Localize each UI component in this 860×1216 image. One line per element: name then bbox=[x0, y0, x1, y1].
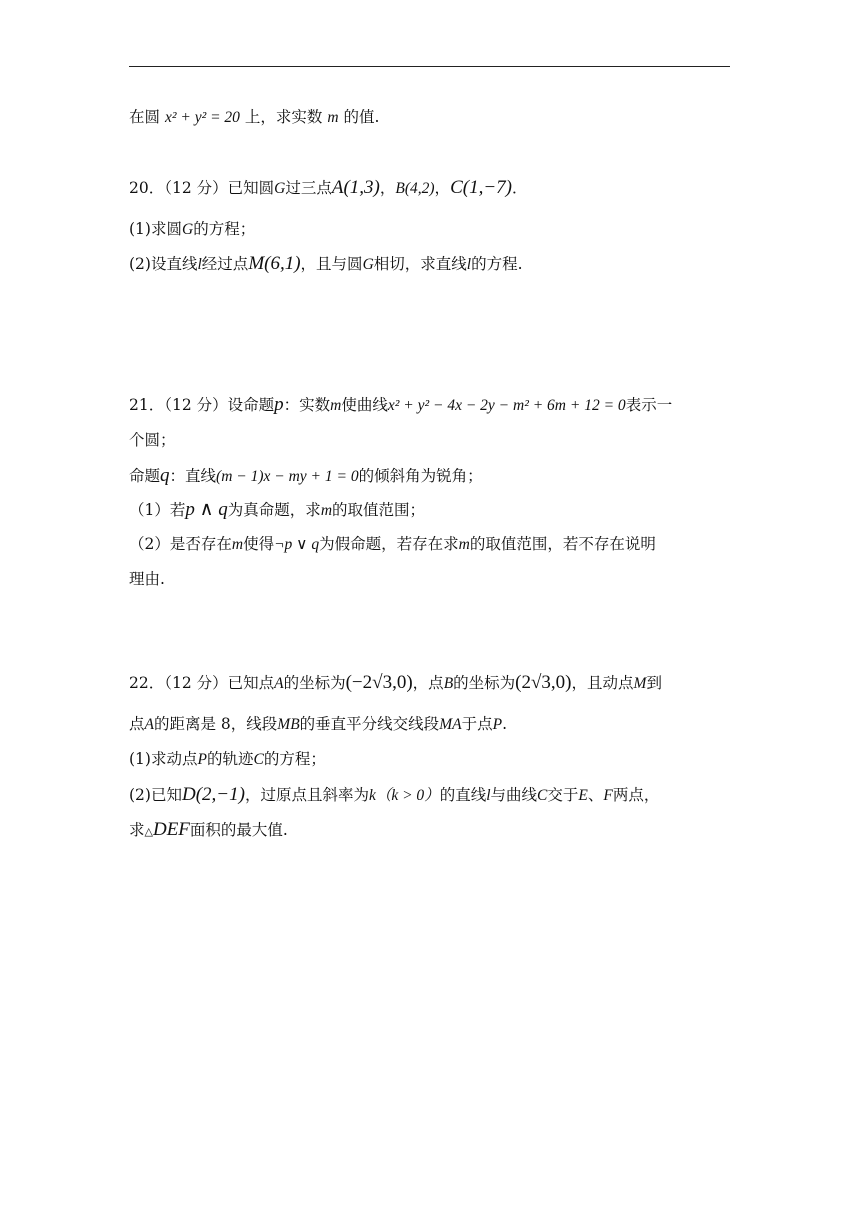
q20-sep-2: ， bbox=[434, 179, 451, 197]
q20-p2-g: G bbox=[362, 256, 374, 273]
q22-p1-p: P bbox=[197, 751, 207, 768]
q20-point-b: B(4,2) bbox=[395, 180, 435, 197]
q19-variable: m bbox=[327, 109, 339, 126]
q21-p2-expr: ¬p ∨ q bbox=[274, 536, 320, 553]
q22-p1-t2: 的轨迹 bbox=[206, 750, 254, 768]
q22-l2-p: P bbox=[492, 716, 503, 733]
q22-p2-k: k bbox=[368, 787, 376, 804]
q21-p2-m2: m bbox=[458, 536, 470, 553]
q19-text-3: 的值. bbox=[343, 108, 380, 126]
q21-q-t2: ：直线 bbox=[169, 467, 217, 485]
q21-p1-t1: 为真命题，求 bbox=[227, 501, 321, 519]
q22-p2-num: (2) bbox=[129, 786, 151, 804]
q22-l2-t4: 于点 bbox=[461, 715, 493, 733]
q22-p2-cont-t1: 求 bbox=[129, 821, 145, 839]
q19-tail-line bbox=[129, 107, 739, 128]
q22-t2: ，点 bbox=[412, 674, 444, 692]
q22-p1-num: (1) bbox=[129, 750, 151, 768]
q21-var-m: m bbox=[330, 397, 342, 414]
q22-stem-line-2 bbox=[129, 714, 739, 735]
q21-t1: ：实数 bbox=[283, 396, 331, 414]
q22-p2-e: E bbox=[578, 787, 588, 804]
q20-end: ． bbox=[511, 179, 528, 197]
q22-t4: ，且动点 bbox=[571, 674, 634, 692]
q21-part-1 bbox=[129, 500, 739, 521]
q22-stem bbox=[129, 673, 739, 694]
q22-t3: 的坐标为 bbox=[453, 674, 516, 692]
q21-line-equation: (m − 1)x − my + 1 = 0 bbox=[216, 468, 359, 485]
q21-curve-equation: x² + y² − 4x − 2y − m² + 6m + 12 = 0 bbox=[387, 397, 626, 414]
q20-p2-t2: 经过点 bbox=[201, 255, 249, 273]
q21-p1-t2: 的取值范围； bbox=[332, 501, 426, 519]
q21-p1-num: （1）若 bbox=[129, 501, 186, 519]
q20-p2-l2: l bbox=[466, 256, 472, 273]
q19-text-2: 上，求实数 bbox=[244, 108, 323, 126]
q22-p1-c: C bbox=[253, 751, 264, 768]
q22-p2-l: l bbox=[486, 787, 491, 804]
q20-mid: 过三点 bbox=[285, 179, 332, 197]
triangle-icon: △ bbox=[144, 825, 153, 838]
q20-p1-g: G bbox=[181, 221, 194, 238]
header-rule bbox=[129, 66, 730, 67]
q21-p2-t3: 的取值范围，若不存在说明 bbox=[469, 535, 656, 553]
q21-part-2-cont bbox=[129, 569, 739, 589]
q20-p1-t1: 求圆 bbox=[150, 220, 182, 238]
q22-p2-cond: （k > 0） bbox=[375, 787, 440, 804]
q20-part-2 bbox=[129, 254, 739, 275]
q22-l2-a: A bbox=[144, 716, 154, 733]
q20-p2-t1: 设直线 bbox=[150, 255, 198, 273]
q20-stem bbox=[129, 178, 739, 199]
q20-p1-num: (1) bbox=[129, 220, 151, 238]
q22-t1: 的坐标为 bbox=[283, 674, 346, 692]
q22-point-b: B bbox=[443, 675, 454, 692]
q21-t2: 使曲线 bbox=[341, 396, 388, 414]
q19-text-1: 在圆 bbox=[129, 108, 161, 126]
q22-l2-mb: MB bbox=[277, 716, 300, 733]
q21-stem-cont bbox=[129, 430, 739, 450]
q21-p2-t2: 为假命题，若存在求 bbox=[319, 535, 459, 553]
q21-cont: 个圆； bbox=[129, 431, 176, 449]
q22-l2-t1: 点 bbox=[129, 715, 145, 733]
q22-p2-t1: 已知 bbox=[150, 786, 182, 804]
q22-p2-cont-t2: 面积的最大值. bbox=[189, 821, 288, 839]
q20-p2-l: l bbox=[197, 256, 202, 273]
q22-p2-def: DEF bbox=[152, 819, 190, 840]
q21-q-t3: 的倾斜角为锐角； bbox=[358, 467, 483, 485]
q22-part-1 bbox=[129, 749, 739, 770]
q21-p2-m: m bbox=[231, 536, 244, 553]
q21-p1-expr: p ∧ q bbox=[185, 499, 228, 520]
q22-p2-t4: 与曲线 bbox=[490, 786, 538, 804]
q22-p2-t2: ，过原点且斜率为 bbox=[244, 786, 369, 804]
q22-lead: 22．（12 分）已知点 bbox=[129, 674, 275, 692]
q22-p1-t1: 求动点 bbox=[150, 750, 198, 768]
q20-part-1 bbox=[129, 219, 739, 240]
q22-p1-t3: 的方程； bbox=[263, 750, 326, 768]
q21-proposition-q-line bbox=[129, 466, 739, 487]
q22-p2-point-d: D(2,−1) bbox=[181, 784, 245, 805]
q22-point-m: M bbox=[633, 675, 647, 692]
q22-coord-b: (2√3,0) bbox=[515, 672, 572, 693]
q21-p2-t1: 使得 bbox=[243, 535, 275, 553]
q22-p2-t5: 交于 bbox=[547, 786, 579, 804]
q22-p2-f: F bbox=[603, 787, 613, 804]
q20-point-c: C(1,−7) bbox=[450, 177, 512, 198]
q21-lead: 21．（12 分）设命题 bbox=[129, 396, 275, 414]
q21-part-2 bbox=[129, 534, 739, 555]
q21-t3: 表示一 bbox=[625, 396, 673, 414]
q20-point-a: A(1,3) bbox=[331, 177, 380, 198]
q21-q-t1: 命题 bbox=[129, 467, 161, 485]
q21-proposition-p: p bbox=[274, 394, 284, 415]
q22-l2-t3: 的垂直平分线交线段 bbox=[299, 715, 440, 733]
q20-circle-g: G bbox=[274, 180, 286, 197]
q21-p1-m: m bbox=[320, 502, 333, 519]
q22-l2-t2: 的距离是 8，线段 bbox=[153, 715, 278, 733]
q22-part-2-cont bbox=[129, 820, 739, 842]
q19-equation: x² + y² = 20 bbox=[164, 109, 240, 126]
q21-p2-num: （2）是否存在 bbox=[129, 535, 232, 553]
q22-p2-t3: 的直线 bbox=[439, 786, 487, 804]
q20-p1-t2: 的方程； bbox=[193, 220, 256, 238]
q22-point-a: A bbox=[274, 675, 284, 692]
q22-coord-a: (−2√3,0) bbox=[345, 672, 413, 693]
q20-lead: 20．（12 分）已知圆 bbox=[129, 179, 275, 197]
q21-stem bbox=[129, 395, 739, 416]
q20-p2-num: (2) bbox=[129, 255, 151, 273]
q21-p2-cont: 理由. bbox=[129, 570, 165, 588]
q22-t5: 到 bbox=[646, 674, 662, 692]
q20-p2-point-m: M(6,1) bbox=[248, 253, 301, 274]
q20-p2-t5: 的方程. bbox=[471, 255, 523, 273]
q20-p2-t4: 相切，求直线 bbox=[373, 255, 467, 273]
q22-l2-ma: MA bbox=[439, 716, 462, 733]
q21-proposition-q: q bbox=[160, 465, 170, 486]
q22-p2-t6: 两点， bbox=[612, 786, 660, 804]
q20-sep-1: ， bbox=[379, 179, 396, 197]
q20-p2-t3: ，且与圆 bbox=[300, 255, 363, 273]
q22-p2-dun: 、 bbox=[587, 786, 604, 804]
q22-l2-end: . bbox=[502, 715, 507, 733]
q22-part-2 bbox=[129, 785, 739, 806]
q22-p2-c: C bbox=[537, 787, 548, 804]
